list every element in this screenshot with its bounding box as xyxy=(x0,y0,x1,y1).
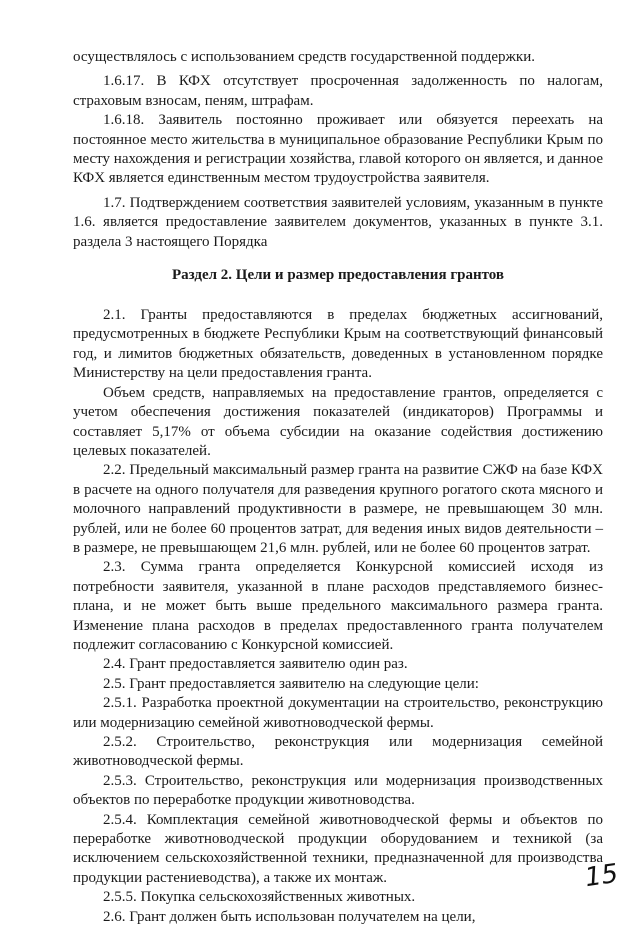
paragraph-2-5-4: 2.5.4. Комплектация семейной животноводческой фермы и объектов по переработке животноводческой продукции оборудованием и техникой (за исключением сельскохозяйственной техники, предназначенной для производства продукции растениеводства), а также их монтаж. xyxy=(73,811,603,886)
paragraph-funding-volume: Объем средств, направляемых на предоставление грантов, определяется с учетом обеспечения достижения показателей (индикаторов) Программы и составляет 5,17% от объема субсидии на оказание содействия достижению целевых показателей. xyxy=(73,384,603,459)
paragraph-2-2: 2.2. Предельный максимальный размер гранта на развитие СЖФ на базе КФХ в расчете на одного получателя для разведения крупного рогатого скота мясного и молочного направлений продуктивности в размере, не превышающем 30 млн. рублей, или не более 60 процентов затрат, для ведения иных видов деятельности – в размере, не превышающем 21,6 млн. рублей, или не более 60 процентов затрат. xyxy=(73,462,603,556)
paragraph-2-5: 2.5. Грант предоставляется заявителю на следующие цели: xyxy=(103,675,479,692)
paragraph-2-5-3: 2.5.3. Строительство, реконструкция или модернизация производственных объектов по переработке продукции животноводства. xyxy=(73,772,603,809)
paragraph-1-7: 1.7. Подтверждением соответствия заявителей условиям, указанным в пункте 1.6. является предоставление заявителем документов, указанных в пункте 3.1. раздела 3 настоящего Порядка xyxy=(73,194,603,250)
section-title: Раздел 2. Цели и размер предоставления грантов xyxy=(171,267,505,284)
paragraph-2-1: 2.1. Гранты предоставляются в пределах бюджетных ассигнований, предусмотренных в бюджете Республики Крым на соответствующий финансовый год, и лимитов бюджетных обязательств, доведенных в установленном порядке Министерству на цели предоставления гранта. xyxy=(73,307,603,382)
paragraph-2-5-1: 2.5.1. Разработка проектной документации на строительство, реконструкцию или модернизацию семейной животноводческой фермы. xyxy=(73,695,603,731)
paragraph-2-3: 2.3. Сумма гранта определяется Конкурсной комиссией исходя из потребности заявителя, указанной в плане расходов представляемого бизнес-плана, и не может быть выше предельного максимального размера гранта. Изменение плана расходов в пределах предоставленного гранта получателем подлежит согласованию с Конкурсной комиссией. xyxy=(73,559,603,653)
handwritten-page-number: 15 xyxy=(582,858,620,894)
document-body xyxy=(73,48,603,927)
paragraph-2-4: 2.4. Грант предоставляется заявителю один раз. xyxy=(103,656,408,673)
paragraph-continuation: осуществлялось с использованием средств государственной поддержки. xyxy=(73,49,535,65)
paragraph-1-6-17: 1.6.17. В КФХ отсутствует просроченная задолженность по налогам, страховым взносам, пеням, штрафам. xyxy=(73,73,603,109)
paragraph-1-6-18: 1.6.18. Заявитель постоянно проживает или обязуется переехать на постоянное место жительства в муниципальное образование Республики Крым по месту нахождения и регистрации хозяйства, главой которого он является, и данное КФХ является единственным местом трудоустройства заявителя. xyxy=(73,112,603,187)
paragraph-2-5-5: 2.5.5. Покупка сельскохозяйственных животных. xyxy=(103,889,416,906)
paragraph-2-5-2: 2.5.2. Строительство, реконструкция или модернизация семейной животноводческой фермы. xyxy=(73,734,603,770)
paragraph-2-6: 2.6. Грант должен быть использован получателем на цели, xyxy=(103,908,476,925)
